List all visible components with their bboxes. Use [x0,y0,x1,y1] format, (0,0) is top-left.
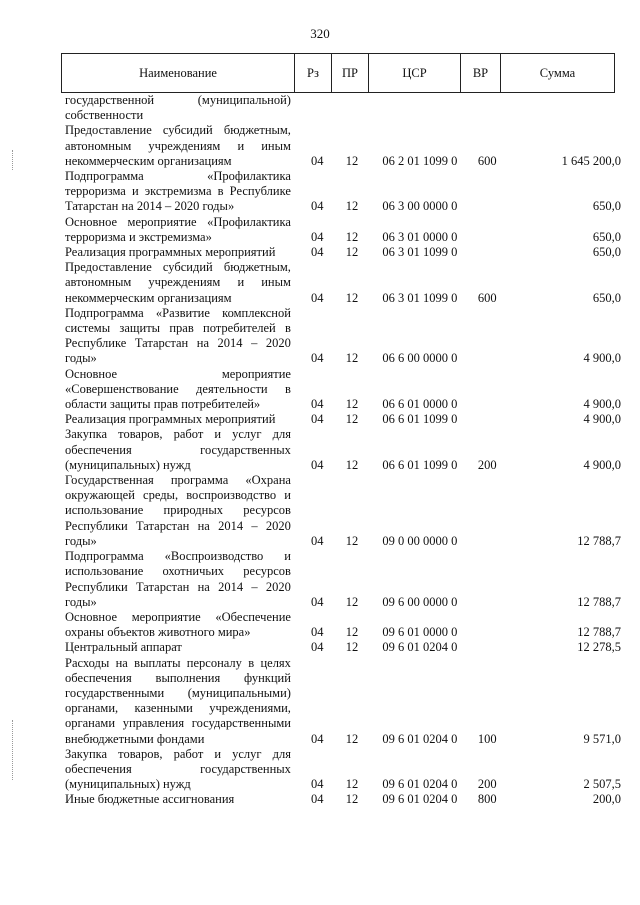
cell-name: Подпрограмма «Профилактика терроризма и экстремизма в Республике Татарстан на 2014 – 2020 годы» [65,169,291,214]
cell-vr: 200 [477,457,497,472]
cell-vr: 600 [477,153,497,168]
cell-csr: 06 3 00 0000 0 [382,199,458,214]
table-row [61,549,621,610]
cell-rz: 04 [311,640,324,655]
cell-csr: 06 3 01 0000 0 [382,229,458,244]
cell-rz: 04 [311,290,324,305]
column-header-name: Наименование [139,65,217,80]
table-row [61,245,621,260]
cell-rz: 04 [311,397,324,412]
cell-pr: 12 [345,229,359,244]
cell-name: государственной (муниципальной) собственности [65,93,291,123]
table-row [61,169,621,215]
cell-name: Реализация программных мероприятий [65,412,276,427]
table-row [61,260,621,306]
cell-rz: 04 [311,594,324,609]
cell-name: Подпрограмма «Развитие комплексной системы защиты прав потребителей в Республике Татарстан на 2014 – 2020 годы» [65,305,291,366]
cell-sum: 12 788,7 [577,594,622,609]
column-header-pr: ПР [331,54,368,92]
cell-pr: 12 [345,625,359,640]
margin-mark [12,150,14,170]
cell-name: Закупка товаров, работ и услуг для обеспечения государственных (муниципальных) нужд [65,746,291,792]
cell-name: Иные бюджетные ассигнования [65,792,235,807]
cell-sum: 2 507,5 [583,777,622,792]
cell-csr: 09 6 01 0000 0 [382,625,458,640]
cell-pr: 12 [345,457,359,472]
table-row [61,412,621,427]
cell-name: Основное мероприятие «Обеспечение охраны объектов животного мира» [65,609,291,640]
cell-pr: 12 [345,777,359,792]
cell-csr: 06 3 01 1099 0 [382,290,458,305]
cell-name: Расходы на выплаты персоналу в целях обеспечения выполнения функций государственными (муниципальными) органами, казенными учреждениями, органами управления государственными внебюджетными фондами [65,655,291,746]
cell-vr: 600 [477,290,497,305]
cell-pr: 12 [345,153,359,168]
table-header [61,53,615,93]
cell-rz: 04 [311,457,324,472]
cell-rz: 04 [311,777,324,792]
table-row [61,656,621,747]
cell-rz: 04 [311,153,324,168]
cell-sum: 1 645 200,0 [561,153,622,168]
page-number: 320 [310,26,330,41]
cell-csr: 09 6 01 0204 0 [382,640,458,655]
cell-csr: 06 3 01 1099 0 [382,245,458,260]
column-header-rz: Рз [294,54,331,92]
table-row [61,610,621,640]
cell-pr: 12 [345,594,359,609]
table-row [61,93,621,123]
cell-name: Предоставление субсидий бюджетным, автономным учреждениям и иным некоммерческим организациям [65,260,291,305]
cell-csr: 06 2 01 1099 0 [382,153,458,168]
cell-csr: 06 6 01 0000 0 [382,397,458,412]
cell-name: Реализация программных мероприятий [65,245,276,260]
column-header-csr: ЦСР [368,54,460,92]
cell-sum: 650,0 [592,199,622,214]
cell-rz: 04 [311,792,324,807]
table-row [61,427,621,473]
cell-sum: 650,0 [592,245,622,260]
table-row [61,215,621,245]
cell-name: Основное мероприятие «Совершенствование деятельности в области защиты прав потребителей» [65,366,291,412]
cell-rz: 04 [311,533,324,548]
cell-rz: 04 [311,412,324,427]
cell-sum: 4 900,0 [583,457,622,472]
table-row [61,747,621,793]
cell-pr: 12 [345,792,359,807]
cell-pr: 12 [345,199,359,214]
cell-name: Основное мероприятие «Профилактика терроризма и экстремизма» [65,214,291,244]
cell-name: Предоставление субсидий бюджетным, автономным учреждениям и иным некоммерческим организациям [65,123,291,168]
budget-table-body [61,93,621,808]
cell-sum: 650,0 [592,290,622,305]
cell-sum: 12 788,7 [577,625,622,640]
cell-csr: 09 6 01 0204 0 [382,792,458,807]
cell-sum: 650,0 [592,229,622,244]
cell-name: Подпрограмма «Воспроизводство и использование охотничьих ресурсов Республики Татарстан на 2014 – 2020 годы» [65,549,291,609]
cell-rz: 04 [311,199,324,214]
cell-csr: 09 6 01 0204 0 [382,777,458,792]
cell-rz: 04 [311,351,324,366]
cell-rz: 04 [311,625,324,640]
cell-sum: 4 900,0 [583,412,622,427]
cell-sum: 12 278,5 [577,640,622,655]
cell-vr: 800 [477,792,497,807]
cell-pr: 12 [345,640,359,655]
margin-mark [12,720,14,780]
cell-rz: 04 [311,245,324,260]
table-row [61,473,621,549]
table-row [61,306,621,367]
cell-csr: 06 6 01 1099 0 [382,457,458,472]
cell-csr: 06 6 01 1099 0 [382,412,458,427]
cell-pr: 12 [345,351,359,366]
table-row [61,367,621,413]
cell-csr: 09 6 01 0204 0 [382,731,458,746]
table-row [61,792,621,807]
cell-csr: 09 6 00 0000 0 [382,594,458,609]
cell-pr: 12 [345,245,359,260]
cell-name: Закупка товаров, работ и услуг для обеспечения государственных (муниципальных) нужд [65,427,291,472]
cell-rz: 04 [311,731,324,746]
table-row [61,123,621,169]
cell-pr: 12 [345,290,359,305]
cell-pr: 12 [345,731,359,746]
cell-csr: 09 0 00 0000 0 [382,533,458,548]
column-header-sum: Сумма [500,54,614,92]
cell-name: Государственная программа «Охрана окружающей среды, воспроизводство и использование природных ресурсов Республики Татарстан на 2014 – 2020 годы» [65,473,291,548]
cell-pr: 12 [345,397,359,412]
cell-vr: 100 [477,731,497,746]
cell-vr: 200 [477,777,497,792]
cell-rz: 04 [311,229,324,244]
cell-sum: 9 571,0 [583,731,622,746]
table-row [61,640,621,655]
cell-pr: 12 [345,533,359,548]
column-header-vr: ВР [460,54,500,92]
cell-pr: 12 [345,412,359,427]
cell-sum: 200,0 [592,792,622,807]
cell-sum: 12 788,7 [577,533,622,548]
cell-name: Центральный аппарат [65,640,182,655]
cell-sum: 4 900,0 [583,397,622,412]
cell-csr: 06 6 00 0000 0 [382,351,458,366]
cell-sum: 4 900,0 [583,351,622,366]
